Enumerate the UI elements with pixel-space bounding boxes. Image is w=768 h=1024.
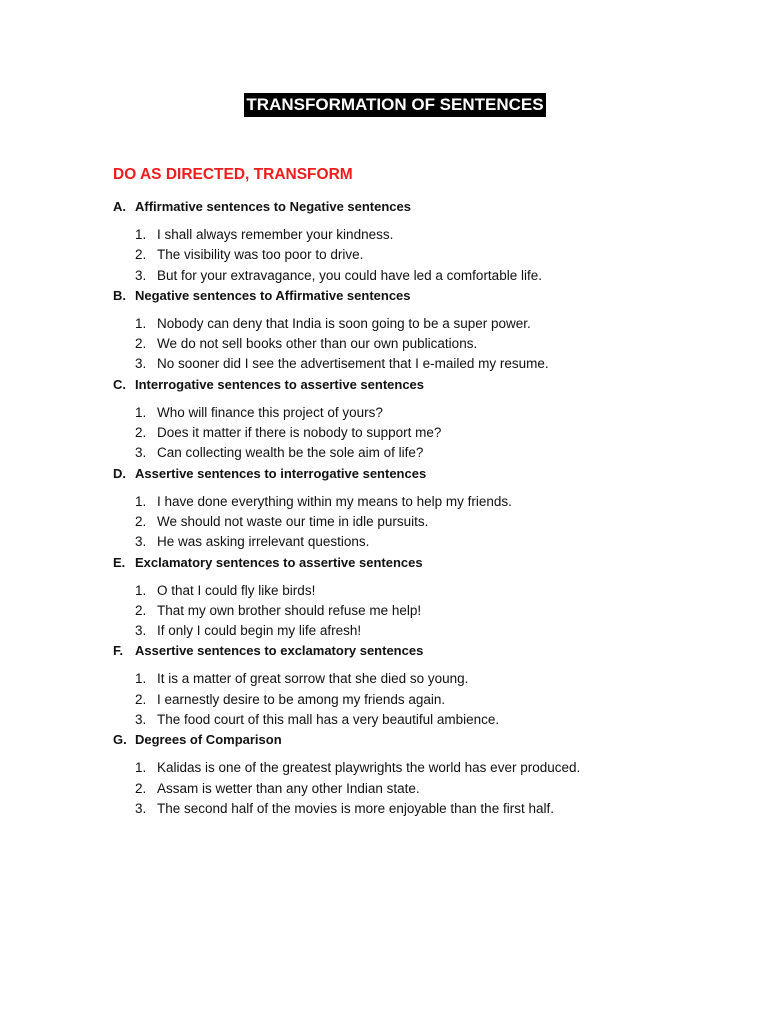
list-item-number: 3. [135,445,147,461]
list-item-number: 1. [135,760,147,776]
list-item-text: O that I could fly like birds! [157,582,316,598]
section-b [113,286,713,375]
list-item [113,710,713,730]
section-heading [113,286,713,306]
directive-heading: DO AS DIRECTED, TRANSFORM [113,166,353,183]
list-item [113,758,713,778]
section-items [113,750,713,819]
list-item-text: Assam is wetter than any other Indian state. [157,780,420,796]
section-items [113,661,713,730]
section-heading [113,375,713,395]
list-item-number: 1. [135,315,147,331]
section-heading [113,197,713,217]
section-items [113,217,713,286]
list-item-text: No sooner did I see the advertisement that I e-mailed my resume. [157,356,549,372]
list-item-number: 3. [135,267,147,283]
list-item-number: 2. [135,780,147,796]
list-item-number: 1. [135,671,147,687]
list-item-number: 1. [135,582,147,598]
list-item-text: It is a matter of great sorrow that she died so young. [157,671,469,687]
list-item-text: I earnestly desire to be among my friends again. [157,691,446,707]
list-item-number: 2. [135,247,147,263]
list-item [113,245,713,265]
section-d [113,464,713,553]
list-item-text: But for your extravagance, you could have led a comfortable life. [157,267,542,283]
section-title: Assertive sentences to interrogative sentences [135,465,427,481]
list-item-text: That my own brother should refuse me help! [157,602,422,618]
list-item-text: Does it matter if there is nobody to support me? [157,425,442,441]
list-item-number: 2. [135,425,147,441]
list-item [113,354,713,374]
title-wrapper [0,93,768,117]
list-item [113,492,713,512]
list-item-number: 1. [135,227,147,242]
list-item [113,669,713,689]
list-item-number: 3. [135,623,147,639]
section-letter: C. [113,376,126,392]
list-item-text: Nobody can deny that India is soon going to be a super power. [157,315,531,331]
list-item-text: Can collecting wealth be the sole aim of life? [157,445,424,461]
section-items [113,306,713,375]
list-item-number: 2. [135,691,147,707]
list-item [113,443,713,463]
list-item-text: The visibility was too poor to drive. [157,247,364,263]
section-e [113,553,713,642]
section-title: Interrogative sentences to assertive sentences [135,376,425,392]
section-title: Negative sentences to Affirmative sentences [135,287,411,303]
list-item [113,799,713,819]
list-item-text: The food court of this mall has a very beautiful ambience. [157,712,500,728]
list-item-number: 1. [135,493,147,509]
page-title: TRANSFORMATION OF SENTENCES [244,93,545,117]
list-item-number: 2. [135,336,147,352]
list-item-text: We do not sell books other than our own publications. [157,336,478,352]
list-item-number: 3. [135,712,147,728]
list-item [113,581,713,601]
list-item-text: I have done everything within my means to help my friends. [157,493,512,509]
section-title: Affirmative sentences to Negative sentences [135,199,411,214]
section-heading [113,730,713,750]
list-item-text: I shall always remember your kindness. [157,227,394,242]
section-items [113,395,713,464]
list-item [113,512,713,532]
section-items [113,484,713,553]
section-f [113,641,713,730]
section-heading [113,553,713,573]
list-item [113,621,713,641]
sections-list [113,197,713,819]
section-title: Assertive sentences to exclamatory sentences [135,643,424,659]
list-item-number: 2. [135,602,147,618]
section-a [113,197,713,286]
section-letter: E. [113,554,126,570]
list-item [113,403,713,423]
list-item-number: 1. [135,404,147,420]
section-letter: A. [113,199,126,214]
section-items [113,573,713,642]
list-item [113,334,713,354]
section-g [113,730,713,819]
list-item [113,225,713,245]
list-item-number: 3. [135,534,147,550]
list-item [113,532,713,552]
section-heading [113,641,713,661]
list-item [113,601,713,621]
list-item-text: If only I could begin my life afresh! [157,623,362,639]
section-title: Exclamatory sentences to assertive sentences [135,554,423,570]
list-item-text: He was asking irrelevant questions. [157,534,370,550]
list-item-number: 3. [135,356,147,372]
section-heading [113,464,713,484]
list-item [113,266,713,286]
list-item [113,690,713,710]
list-item [113,423,713,443]
section-title: Degrees of Comparison [135,732,282,748]
section-letter: F. [113,643,124,659]
list-item [113,779,713,799]
list-item-number: 2. [135,513,147,529]
section-letter: G. [113,732,127,748]
section-letter: B. [113,287,126,303]
list-item-text: We should not waste our time in idle pursuits. [157,513,429,529]
section-letter: D. [113,465,126,481]
list-item-number: 3. [135,800,147,816]
list-item-text: Who will finance this project of yours? [157,404,383,420]
list-item-text: Kalidas is one of the greatest playwrights the world has ever produced. [157,760,581,776]
list-item [113,314,713,334]
section-c [113,375,713,464]
list-item-text: The second half of the movies is more enjoyable than the first half. [157,800,554,816]
